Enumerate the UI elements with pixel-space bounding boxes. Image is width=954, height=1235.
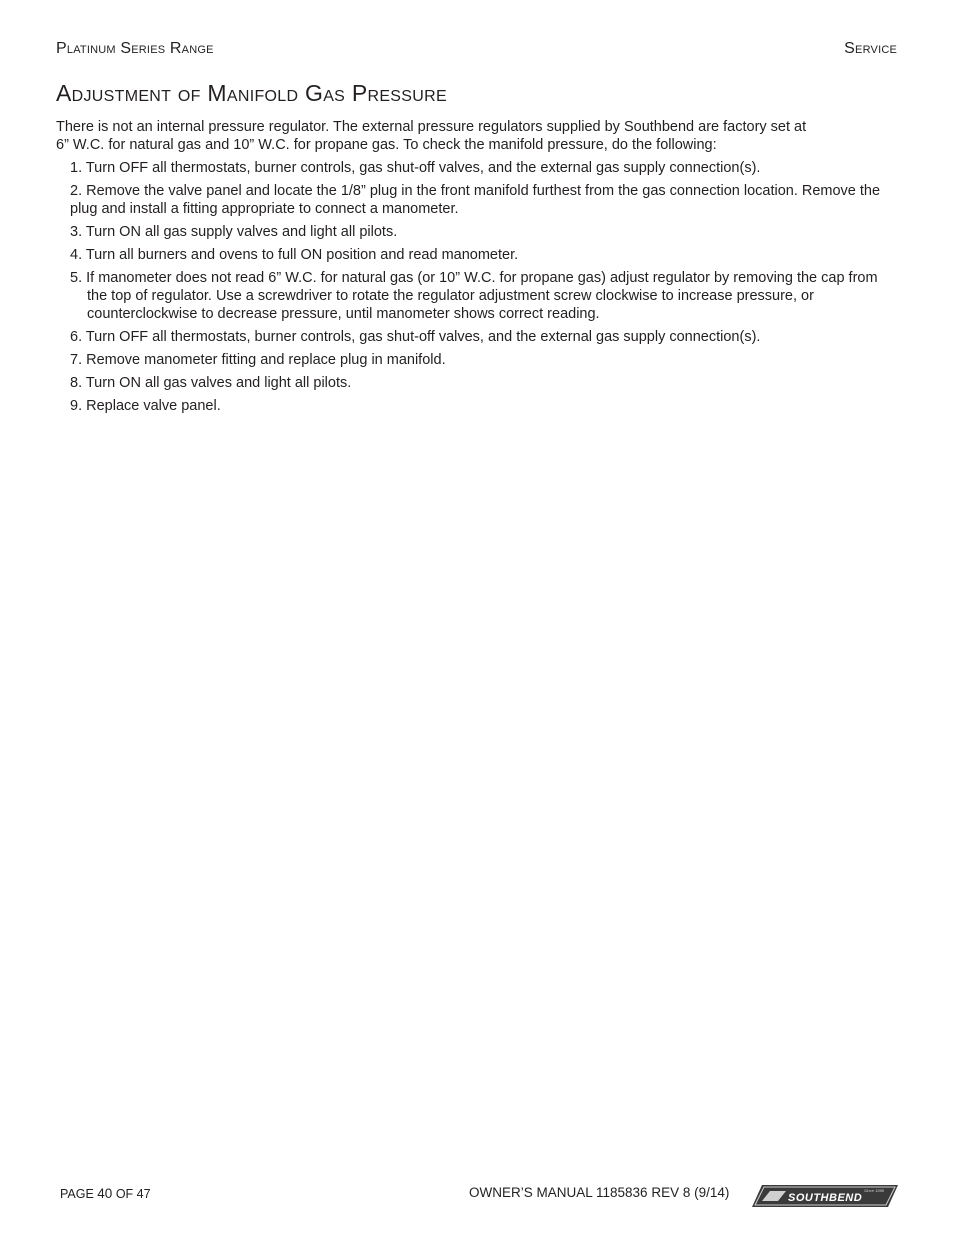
page-total: OF 47 xyxy=(115,1187,151,1201)
intro-paragraph xyxy=(56,118,896,154)
step-5: 5. If manometer does not read 6” W.C. for natural gas (or 10” W.C. for propane gas) adjust regulator by removing the cap from the top of regulator. Use a screwdriver to rotate the regulator adjustment screw clockwise to increase pressure, or counterclockwise to decrease pressure, until manometer shows correct reading. xyxy=(70,270,878,322)
step-2: 2. Remove the valve panel and locate the 1/8” plug in the front manifold furthest from the gas connection location. Remove the plug and install a fitting appropriate to connect a manometer. xyxy=(70,183,881,217)
section-body xyxy=(56,118,896,420)
page-prefix: PAGE xyxy=(60,1187,94,1201)
procedure-steps xyxy=(56,159,896,415)
section-title: Adjustment of Manifold Gas Pressure xyxy=(56,80,447,106)
step-7: 7. Remove manometer fitting and replace plug in manifold. xyxy=(70,352,446,368)
southbend-logo xyxy=(752,1184,898,1208)
intro-line-1: There is not an internal pressure regulator. The external pressure regulators supplied by Southbend are factory set at xyxy=(56,119,807,135)
running-header-title: Platinum Series Range xyxy=(56,40,214,57)
step-8: 8. Turn ON all gas valves and light all pilots. xyxy=(70,375,352,391)
step-9: 9. Replace valve panel. xyxy=(70,398,221,414)
step-3: 3. Turn ON all gas supply valves and light all pilots. xyxy=(70,224,398,240)
logo-since: Since 1898 xyxy=(864,1188,885,1193)
step-6: 6. Turn OFF all thermostats, burner controls, gas shut-off valves, and the external gas supply connection(s). xyxy=(70,329,761,345)
intro-line-2: 6” W.C. for natural gas and 10” W.C. for propane gas. To check the manifold pressure, do the following: xyxy=(56,137,717,153)
running-header-section: Service xyxy=(844,40,897,57)
page-number xyxy=(60,1186,151,1201)
logo-wordmark: SOUTHBEND xyxy=(788,1192,863,1204)
step-1: 1. Turn OFF all thermostats, burner controls, gas shut-off valves, and the external gas supply connection(s). xyxy=(70,160,761,176)
step-4: 4. Turn all burners and ovens to full ON position and read manometer. xyxy=(70,247,519,263)
page-current: 40 xyxy=(97,1186,113,1201)
manual-reference: OWNER’S MANUAL 1185836 REV 8 (9/14) xyxy=(469,1185,730,1200)
